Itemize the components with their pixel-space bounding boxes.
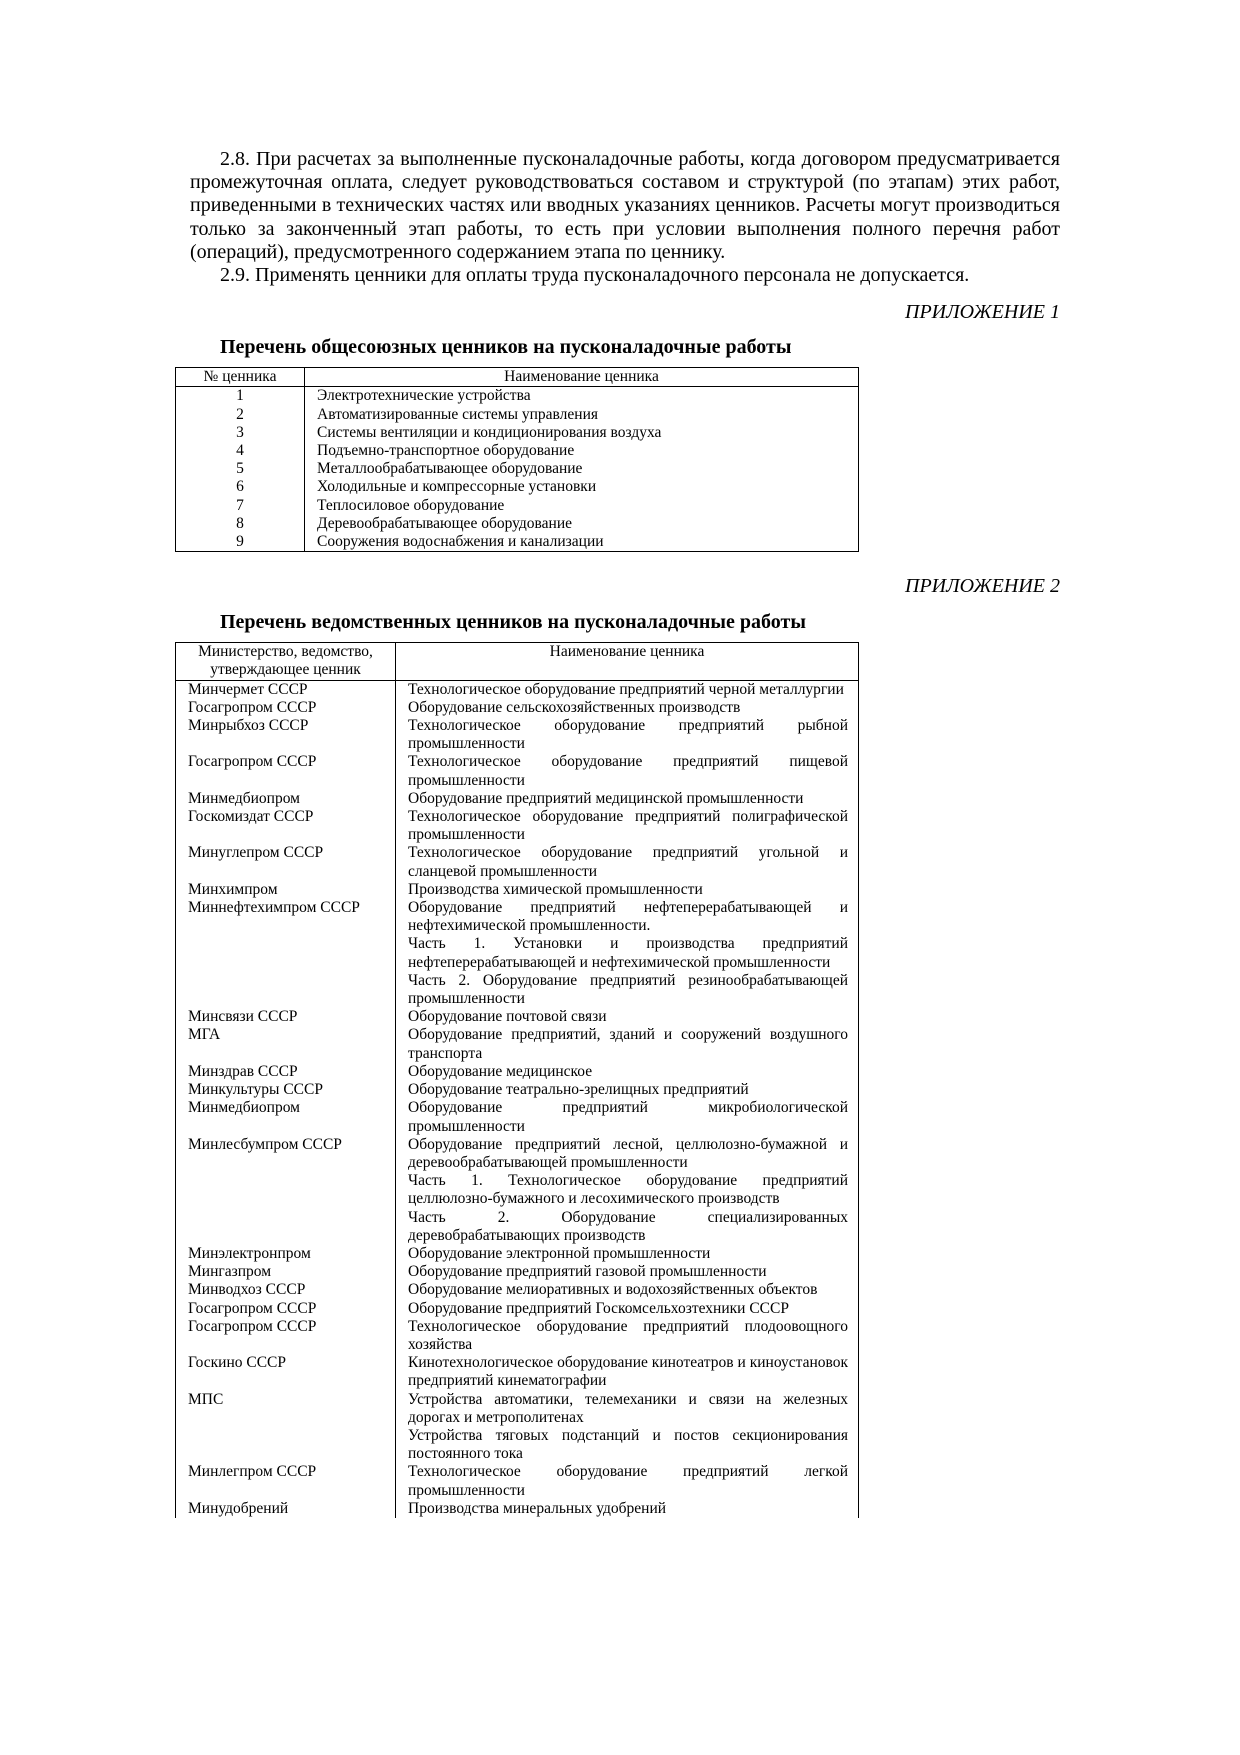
pricelist-name: Производства минеральных удобрений	[396, 1500, 859, 1518]
table-row	[176, 1263, 859, 1281]
ministry-name: Минлегпром СССР	[176, 1463, 396, 1499]
ministry-name: Миннефтехимпром СССР	[176, 899, 396, 935]
pricelist-number: 9	[176, 533, 305, 552]
pricelist-name: Оборудование предприятий микробиологической промышленности	[396, 1099, 859, 1135]
table-row	[176, 680, 859, 699]
ministry-name: МПС	[176, 1391, 396, 1427]
pricelist-name: Холодильные и компрессорные установки	[305, 478, 859, 496]
ministry-name	[176, 935, 396, 971]
pricelist-name: Оборудование предприятий лесной, целлюлозно-бумажной и деревообрабатывающей промышленности	[396, 1136, 859, 1172]
table-row	[176, 478, 859, 496]
pricelist-name: Оборудование предприятий медицинской промышленности	[396, 790, 859, 808]
ministry-name	[176, 1209, 396, 1245]
pricelist-name: Кинотехнологическое оборудование кинотеатров и киноустановок предприятий кинематографии	[396, 1354, 859, 1390]
table-row	[176, 406, 859, 424]
table-row	[176, 1391, 859, 1427]
table-row	[176, 1300, 859, 1318]
table-row	[176, 1463, 859, 1499]
pricelist-number: 2	[176, 406, 305, 424]
pricelist-name: Технологическое оборудование предприятий пищевой промышленности	[396, 753, 859, 789]
pricelist-name: Технологическое оборудование предприятий легкой промышленности	[396, 1463, 859, 1499]
pricelist-name: Технологическое оборудование предприятий черной металлургии	[396, 680, 859, 699]
ministry-name: Госагропром СССР	[176, 699, 396, 717]
table-row	[176, 515, 859, 533]
table-row	[176, 1245, 859, 1263]
pricelist-name: Оборудование предприятий Госкомсельхозтехники СССР	[396, 1300, 859, 1318]
ministry-name: Минмедбиопром	[176, 1099, 396, 1135]
table-header-number: № ценника	[176, 368, 305, 387]
pricelist-number: 8	[176, 515, 305, 533]
pricelist-name: Технологическое оборудование предприятий полиграфической промышленности	[396, 808, 859, 844]
table-row	[176, 1500, 859, 1518]
pricelist-name: Системы вентиляции и кондиционирования воздуха	[305, 424, 859, 442]
table-row	[176, 972, 859, 1008]
table-row	[176, 1026, 859, 1062]
pricelist-name: Устройства тяговых подстанций и постов секционирования постоянного тока	[396, 1427, 859, 1463]
ministry-name: МГА	[176, 1026, 396, 1062]
pricelist-name: Оборудование электронной промышленности	[396, 1245, 859, 1263]
table-row	[176, 1318, 859, 1354]
ministry-name: Минрыбхоз СССР	[176, 717, 396, 753]
table-row	[176, 1209, 859, 1245]
table-row	[176, 844, 859, 880]
table-header-name: Наименование ценника	[305, 368, 859, 387]
pricelist-name: Технологическое оборудование предприятий рыбной промышленности	[396, 717, 859, 753]
pricelist-name: Оборудование мелиоративных и водохозяйственных объектов	[396, 1281, 859, 1299]
pricelist-name: Подъемно-транспортное оборудование	[305, 442, 859, 460]
table-row	[176, 881, 859, 899]
ministry-name: Минчермет СССР	[176, 680, 396, 699]
table-row	[176, 717, 859, 753]
pricelist-number: 4	[176, 442, 305, 460]
ministry-name: Мингазпром	[176, 1263, 396, 1281]
ministry-name: Минздрав СССР	[176, 1063, 396, 1081]
table-row	[176, 1099, 859, 1135]
ministry-name: Госагропром СССР	[176, 753, 396, 789]
ministry-name: Минкультуры СССР	[176, 1081, 396, 1099]
table-row	[176, 1427, 859, 1463]
pricelist-name: Электротехнические устройства	[305, 387, 859, 406]
table-row	[176, 1172, 859, 1208]
appendix-1-title: Перечень общесоюзных ценников на пусконаладочные работы	[220, 336, 792, 359]
ministry-name: Минводхоз СССР	[176, 1281, 396, 1299]
appendix-1-table	[175, 367, 859, 552]
table-header-ministry: Министерство, ведомство, утверждающее ценник	[176, 643, 396, 680]
pricelist-name: Сооружения водоснабжения и канализации	[305, 533, 859, 552]
appendix-2-table-body	[176, 680, 859, 1518]
ministry-name: Минуглепром СССР	[176, 844, 396, 880]
table-row	[176, 460, 859, 478]
ministry-name: Госкино СССР	[176, 1354, 396, 1390]
appendix-2-table	[175, 642, 859, 1518]
pricelist-name: Оборудование почтовой связи	[396, 1008, 859, 1026]
paragraph-2-8: 2.8. При расчетах за выполненные пусконаладочные работы, когда договором предусматривается промежуточная оплата, следует руководствоваться составом и структурой (по этапам) этих работ, приведенными в технических частях или вводных указаниях ценников. Расчеты могут производиться только за законченный этап работы, то есть при условии выполнения полного перечня работ (операций), предусмотренного содержанием этапа по ценнику.	[190, 148, 1060, 263]
ministry-name: Госкомиздат СССР	[176, 808, 396, 844]
pricelist-name: Часть 2. Оборудование предприятий резинообрабатывающей промышленности	[396, 972, 859, 1008]
ministry-name	[176, 1427, 396, 1463]
appendix-1-table-body	[176, 387, 859, 552]
document-page	[188, 148, 1060, 1517]
ministry-name: Госагропром СССР	[176, 1318, 396, 1354]
table-row	[176, 424, 859, 442]
pricelist-name: Металлообрабатывающее оборудование	[305, 460, 859, 478]
table-row	[176, 1008, 859, 1026]
table-row	[176, 1281, 859, 1299]
pricelist-name: Оборудование предприятий нефтеперерабатывающей и нефтехимической промышленности.	[396, 899, 859, 935]
pricelist-name: Часть 2. Оборудование специализированных деревобрабатывающих производств	[396, 1209, 859, 1245]
table-row	[176, 1136, 859, 1172]
ministry-name	[176, 972, 396, 1008]
appendix-2-label: ПРИЛОЖЕНИЕ 2	[905, 575, 1060, 598]
pricelist-number: 6	[176, 478, 305, 496]
pricelist-number: 3	[176, 424, 305, 442]
table-row	[176, 699, 859, 717]
pricelist-name: Оборудование сельскохозяйственных производств	[396, 699, 859, 717]
table-row	[176, 387, 859, 406]
pricelist-number: 5	[176, 460, 305, 478]
pricelist-number: 7	[176, 497, 305, 515]
appendix-1-label: ПРИЛОЖЕНИЕ 1	[905, 301, 1060, 324]
table-row	[176, 533, 859, 552]
ministry-name: Минудобрений	[176, 1500, 396, 1518]
pricelist-name: Деревообрабатывающее оборудование	[305, 515, 859, 533]
pricelist-name: Оборудование предприятий газовой промышленности	[396, 1263, 859, 1281]
table-row	[176, 442, 859, 460]
table-row	[176, 1063, 859, 1081]
pricelist-name: Часть 1. Технологическое оборудование предприятий целлюлозно-бумажного и лесохимического производств	[396, 1172, 859, 1208]
pricelist-name: Устройства автоматики, телемеханики и связи на железных дорогах и метрополитенах	[396, 1391, 859, 1427]
ministry-name: Госагропром СССР	[176, 1300, 396, 1318]
ministry-name	[176, 1172, 396, 1208]
table-row	[176, 753, 859, 789]
pricelist-name: Автоматизированные системы управления	[305, 406, 859, 424]
pricelist-name: Часть 1. Установки и производства предприятий нефтеперерабатывающей и нефтехимической промышленности	[396, 935, 859, 971]
table-row	[176, 935, 859, 971]
ministry-name: Минмедбиопром	[176, 790, 396, 808]
pricelist-name: Технологическое оборудование предприятий угольной и сланцевой промышленности	[396, 844, 859, 880]
pricelist-name: Производства химической промышленности	[396, 881, 859, 899]
table-row	[176, 497, 859, 515]
paragraph-2-9: 2.9. Применять ценники для оплаты труда пусконаладочного персонала не допускается.	[220, 264, 970, 287]
pricelist-name: Оборудование предприятий, зданий и сооружений воздушного транспорта	[396, 1026, 859, 1062]
appendix-1-table-wrap	[190, 367, 1060, 553]
ministry-name: Минхимпром	[176, 881, 396, 899]
pricelist-number: 1	[176, 387, 305, 406]
table-row	[176, 808, 859, 844]
pricelist-name: Оборудование медицинское	[396, 1063, 859, 1081]
table-row	[176, 790, 859, 808]
pricelist-name: Оборудование театрально-зрелищных предприятий	[396, 1081, 859, 1099]
table-row	[176, 1081, 859, 1099]
ministry-name: Минлесбумпром СССР	[176, 1136, 396, 1172]
pricelist-name: Технологическое оборудование предприятий плодоовощного хозяйства	[396, 1318, 859, 1354]
table-header-name: Наименование ценника	[396, 643, 859, 680]
pricelist-name: Теплосиловое оборудование	[305, 497, 859, 515]
table-row	[176, 1354, 859, 1390]
appendix-2-title: Перечень ведомственных ценников на пусконаладочные работы	[220, 611, 806, 634]
ministry-name: Минэлектронпром	[176, 1245, 396, 1263]
table-row	[176, 899, 859, 935]
ministry-name: Минсвязи СССР	[176, 1008, 396, 1026]
